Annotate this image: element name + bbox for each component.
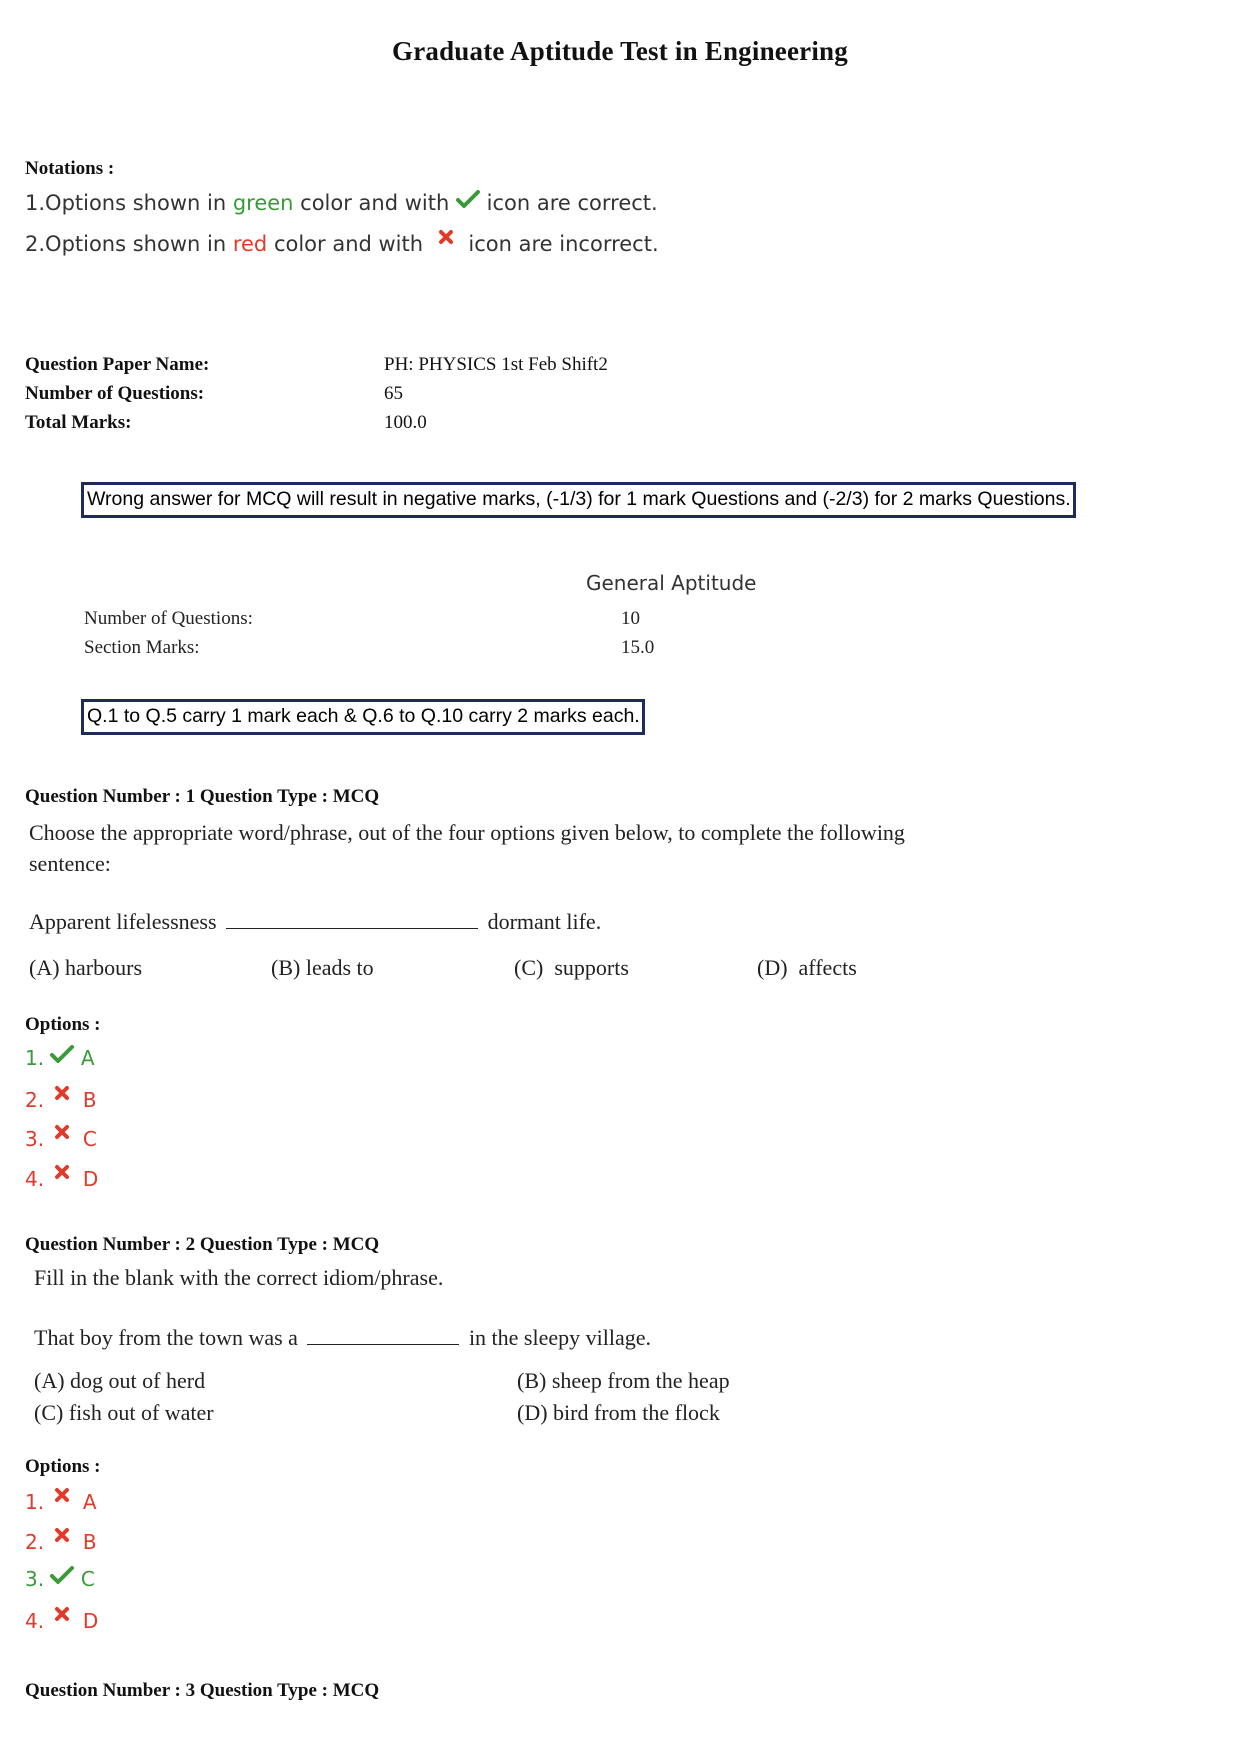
check-icon (456, 190, 480, 208)
section-marks-label: Section Marks: (84, 637, 200, 658)
total-marks-value: 100.0 (384, 412, 427, 433)
question-2-option-2[interactable] (25, 1527, 97, 1554)
question-1-choice-b: (B) leads to (271, 955, 374, 980)
option-letter: C (82, 1127, 97, 1151)
notation-line-2 (25, 229, 659, 256)
notation-1-color-word: green (232, 191, 294, 215)
paper-name-value: PH: PHYSICS 1st Feb Shift2 (384, 354, 608, 375)
option-letter: D (82, 1609, 99, 1633)
question-1-sentence-start: Apparent lifelessness (29, 909, 217, 934)
section-questions-value: 10 (621, 608, 640, 629)
notation-2-middle: color and with (267, 232, 430, 256)
notation-1-prefix: 1.Options shown in (25, 191, 233, 215)
question-2-choice-a: (A) dog out of herd (34, 1368, 206, 1393)
notations-heading: Notations : (25, 158, 115, 179)
question-2-option-1[interactable] (25, 1487, 97, 1514)
option-letter: A (80, 1046, 95, 1070)
option-number: 2. (25, 1088, 45, 1112)
question-2-sentence-end: in the sleepy village. (468, 1325, 651, 1350)
option-number: 1. (25, 1046, 45, 1070)
option-number: 2. (25, 1530, 45, 1554)
notation-1-middle: color and with (293, 191, 456, 215)
negative-marking-note: Wrong answer for MCQ will result in negative marks, (-1/3) for 1 mark Questions and (-2/3) for 2 marks Questions. (81, 482, 1076, 518)
question-2-choice-b: (B) sheep from the heap (517, 1368, 730, 1393)
option-letter: C (80, 1567, 95, 1591)
cross-icon (54, 1606, 70, 1622)
option-number: 3. (25, 1127, 45, 1151)
question-1-choice-a: (A) harbours (29, 955, 143, 980)
question-1-option-3[interactable] (25, 1124, 97, 1151)
question-2-header: Question Number : 2 Question Type : MCQ (25, 1234, 380, 1255)
question-1-choice-d: (D) affects (757, 955, 857, 980)
question-1-choice-c: (C) supports (514, 955, 629, 980)
question-1-text-line1: Choose the appropriate word/phrase, out of the four options given below, to complete the following (29, 820, 905, 845)
option-number: 3. (25, 1567, 45, 1591)
cross-icon (54, 1527, 70, 1543)
question-2-text-line1: Fill in the blank with the correct idiom/phrase. (34, 1265, 444, 1290)
check-icon (50, 1045, 74, 1063)
question-1-option-1[interactable] (25, 1045, 95, 1070)
notation-2-color-word: red (232, 232, 268, 256)
question-2-choice-c: (C) fish out of water (34, 1400, 214, 1425)
question-2-sentence (34, 1324, 651, 1351)
question-2-sentence-start: That boy from the town was a (34, 1325, 298, 1350)
question-3-header: Question Number : 3 Question Type : MCQ (25, 1680, 380, 1701)
option-letter: D (82, 1167, 99, 1191)
check-icon (50, 1566, 74, 1584)
num-questions-label: Number of Questions: (25, 383, 205, 404)
cross-icon (54, 1124, 70, 1140)
paper-name-label: Question Paper Name: (25, 354, 210, 375)
question-1-header: Question Number : 1 Question Type : MCQ (25, 786, 380, 807)
notation-1-suffix: icon are correct. (479, 191, 658, 215)
section-marks-value: 15.0 (621, 637, 655, 658)
section-marks-note: Q.1 to Q.5 carry 1 mark each & Q.6 to Q.10 carry 2 marks each. (81, 699, 645, 735)
option-letter: B (82, 1088, 97, 1112)
option-letter: B (82, 1530, 97, 1554)
cross-icon (54, 1164, 70, 1180)
cross-icon (438, 229, 454, 245)
question-1-options-label: Options : (25, 1014, 101, 1035)
question-1-option-4[interactable] (25, 1164, 98, 1191)
question-2-choice-d: (D) bird from the flock (517, 1400, 720, 1425)
option-number: 4. (25, 1167, 45, 1191)
cross-icon (54, 1085, 70, 1101)
question-2-options-label: Options : (25, 1456, 101, 1477)
section-title: General Aptitude (586, 571, 757, 595)
option-letter: A (82, 1490, 97, 1514)
option-number: 1. (25, 1490, 45, 1514)
notation-2-suffix: icon are incorrect. (461, 232, 659, 256)
question-2-option-4[interactable] (25, 1606, 98, 1633)
question-1-sentence-end: dormant life. (487, 909, 602, 934)
question-1-blank (226, 908, 478, 929)
option-number: 4. (25, 1609, 45, 1633)
question-2-blank (307, 1324, 459, 1345)
question-1-text-line2: sentence: (29, 851, 111, 876)
num-questions-value: 65 (384, 383, 403, 404)
question-2-option-3[interactable] (25, 1566, 95, 1591)
notation-line-1 (25, 190, 658, 215)
notation-2-prefix: 2.Options shown in (25, 232, 233, 256)
section-questions-label: Number of Questions: (84, 608, 253, 629)
question-1-option-2[interactable] (25, 1085, 97, 1112)
question-1-sentence (29, 908, 601, 935)
page-title: Graduate Aptitude Test in Engineering (392, 36, 848, 66)
cross-icon (54, 1487, 70, 1503)
total-marks-label: Total Marks: (25, 412, 132, 433)
